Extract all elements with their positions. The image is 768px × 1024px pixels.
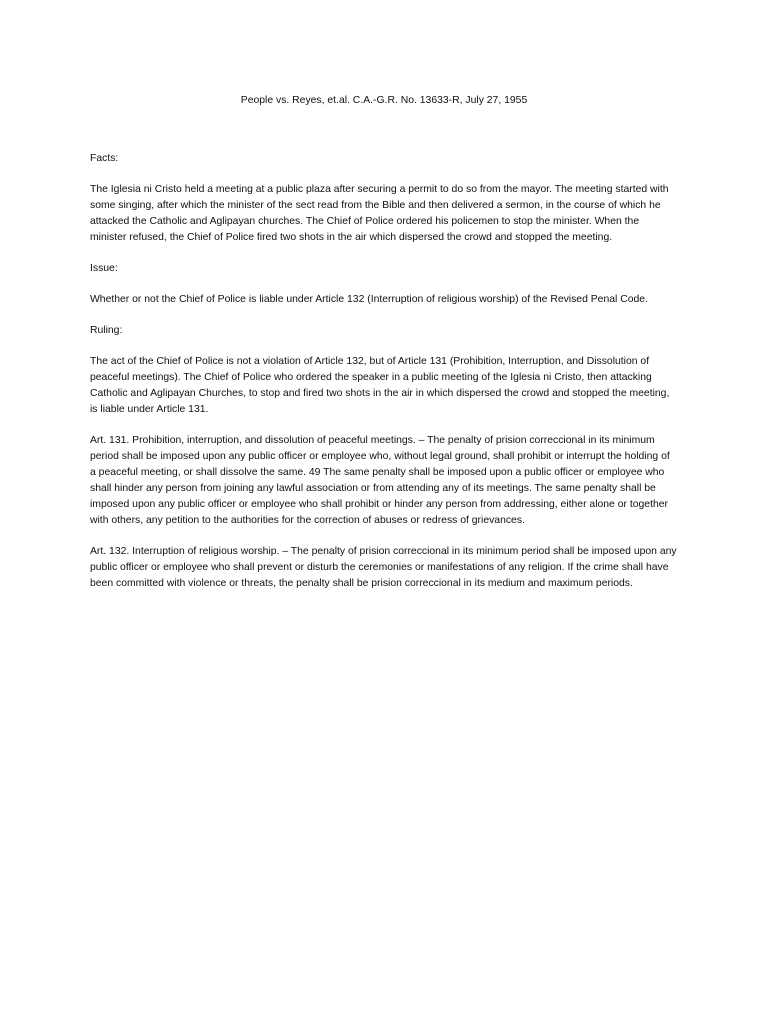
facts-paragraph: The Iglesia ni Cristo held a meeting at a public plaza after securing a permit to do so from the mayor. The meeting started with some singing, after which the minister of the sect read from the Bible and then delivered a sermon, in the course of which he attacked the Catholic and Aglipayan churches. The Chief of Police ordered his policemen to stop the minister. When the minister refused, the Chief of Police fired two shots in the air which dispersed the crowd and stopped the meeting. [90, 184, 669, 243]
ruling-heading: Ruling: [90, 325, 123, 336]
ruling-paragraph: The act of the Chief of Police is not a violation of Article 132, but of Article 131 (Prohibition, Interruption, and Dissolution of peaceful meetings). The Chief of Police who ordered the speaker in a public meeting of the Iglesia ni Cristo, then attacking Catholic and Aglipayan Churches, to stop and fired two shots in the air in which dispersed the crowd and stopped the meeting, is liable under Article 131. [90, 356, 670, 415]
article-132-paragraph: Art. 132. Interruption of religious worship. – The penalty of prision correccional in its minimum period shall be imposed upon any public officer or employee who shall prevent or disturb the ceremonies or manifestations of any religion. If the crime shall have been committed with violence or threats, the penalty shall be prision correccional in its medium and maximum periods. [90, 546, 677, 589]
issue-heading: Issue: [90, 263, 118, 274]
issue-paragraph: Whether or not the Chief of Police is liable under Article 132 (Interruption of religious worship) of the Revised Penal Code. [90, 294, 648, 305]
article-131-paragraph: Art. 131. Prohibition, interruption, and dissolution of peaceful meetings. – The penalty of prision correccional in its minimum period shall be imposed upon any public officer or employee who, without legal ground, shall prohibit or interrupt the holding of a peaceful meeting, or shall dissolve the same. 49 The same penalty shall be imposed upon a public officer or employee who shall hinder any person from joining any lawful association or from attending any of its meetings. The same penalty shall be imposed upon any public officer or employee who shall prohibit or hinder any person from addressing, either alone or together with others, any petition to the authorities for the correction of abuses or redress of grievances. [90, 435, 670, 526]
facts-heading: Facts: [90, 153, 119, 164]
document-title: People vs. Reyes, et.al. C.A.-G.R. No. 13633-R, July 27, 1955 [240, 95, 528, 106]
